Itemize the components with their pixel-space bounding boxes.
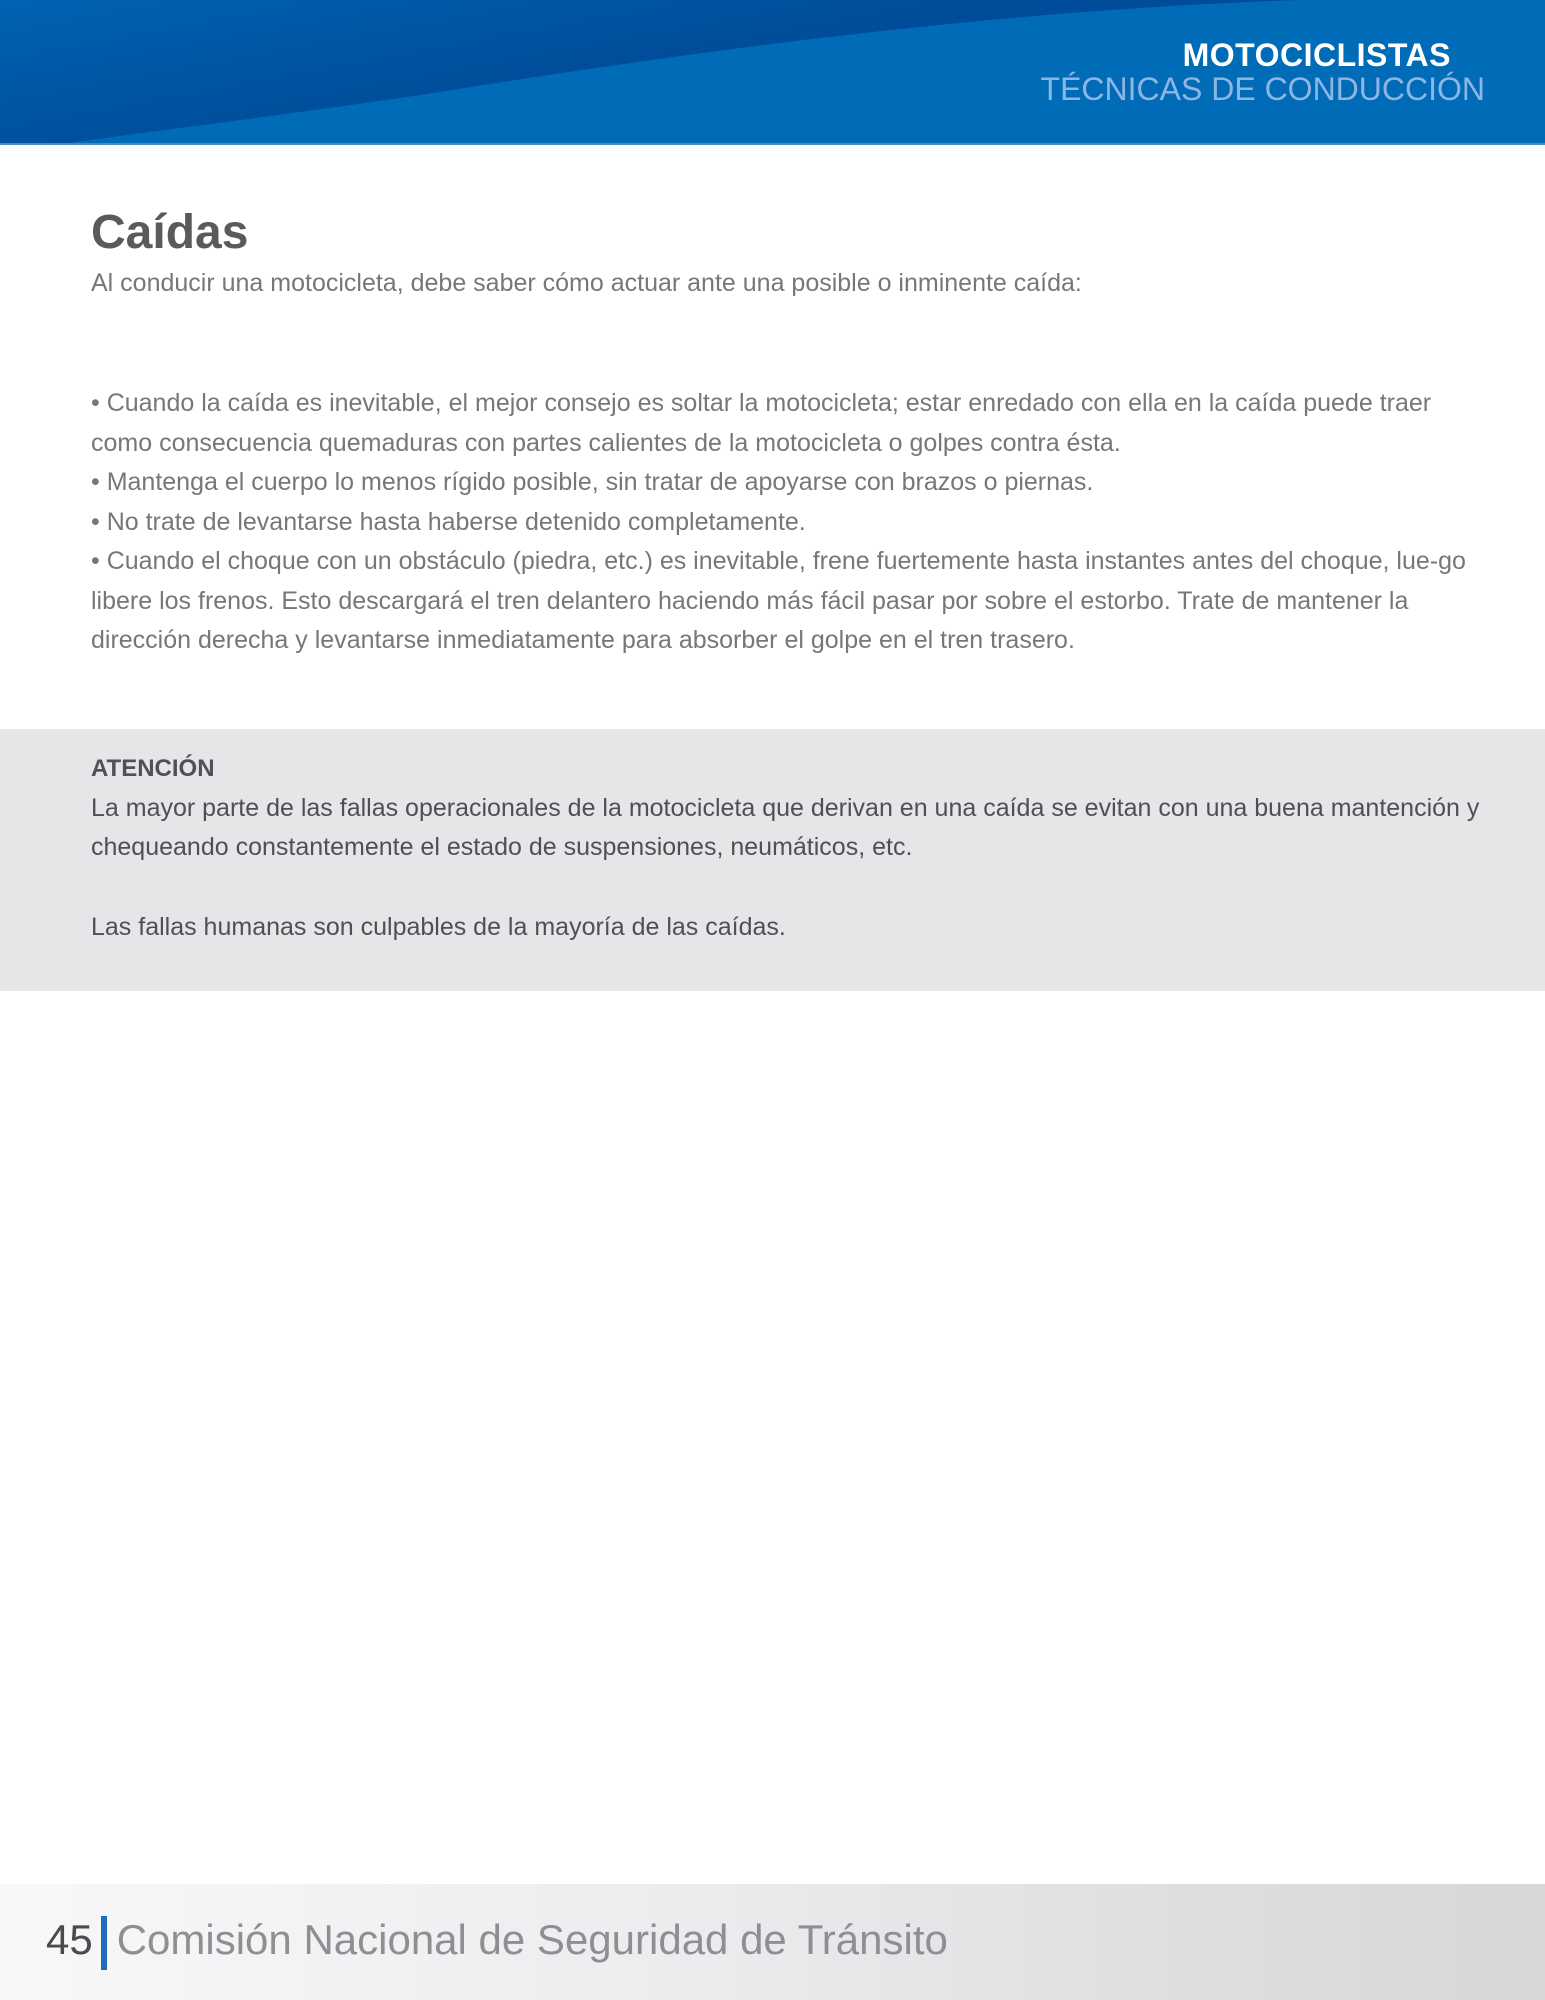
- bullet-list: [91, 384, 1491, 661]
- bullet-item: • No trate de levantarse hasta haberse detenido completamente.: [91, 507, 806, 536]
- page-header: [0, 0, 1545, 145]
- callout-heading: ATENCIÓN: [91, 755, 215, 782]
- page-number: 45: [46, 1916, 93, 1963]
- callout-paragraph: Las fallas humanas son culpables de la mayoría de las caídas.: [91, 912, 786, 941]
- bullet-item: • Cuando la caída es inevitable, el mejor consejo es soltar la motocicleta; estar enredado con ella en la caída puede traer como consecuencia quemaduras con partes calientes de la motocicleta o golpes contra ésta.: [91, 389, 1432, 457]
- main-section: [91, 205, 1481, 303]
- callout-spacer: [91, 868, 1491, 908]
- header-titles: [1041, 38, 1485, 106]
- attention-callout: [0, 729, 1545, 991]
- footer-organization: Comisión Nacional de Seguridad de Tránsito: [116, 1916, 948, 1963]
- header-subtitle: TÉCNICAS DE CONDUCCIÓN: [1040, 71, 1485, 107]
- header-bottom-rule: [0, 143, 1545, 145]
- bullet-item: • Cuando el choque con un obstáculo (piedra, etc.) es inevitable, frene fuertemente hasta instantes antes del choque, lue-go libere los frenos. Esto descargará el tren delantero haciendo más fácil pasar por sobre el estorbo. Trate de mantener la dirección derecha y levantarse inmediatamente para absorber el golpe en el tren trasero.: [91, 547, 1466, 654]
- bullet-item: • Mantenga el cuerpo lo menos rígido posible, sin tratar de apoyarse con brazos o piernas.: [91, 468, 1094, 496]
- callout-content: [91, 749, 1491, 947]
- intro-text: Al conducir una motocicleta, debe saber cómo actuar ante una posible o inminente caída:: [91, 269, 1082, 297]
- callout-paragraph: La mayor parte de las fallas operacionales de la motocicleta que derivan en una caída se evitan con una buena mantención y chequeando constantemente el estado de suspensiones, neumáticos, etc.: [91, 793, 1480, 861]
- header-title: MOTOCICLISTAS: [1182, 37, 1451, 73]
- page-footer: [0, 1884, 1545, 2000]
- footer-row: [46, 1910, 948, 1970]
- footer-divider: [101, 1916, 107, 1970]
- page-title: Caídas: [91, 206, 249, 259]
